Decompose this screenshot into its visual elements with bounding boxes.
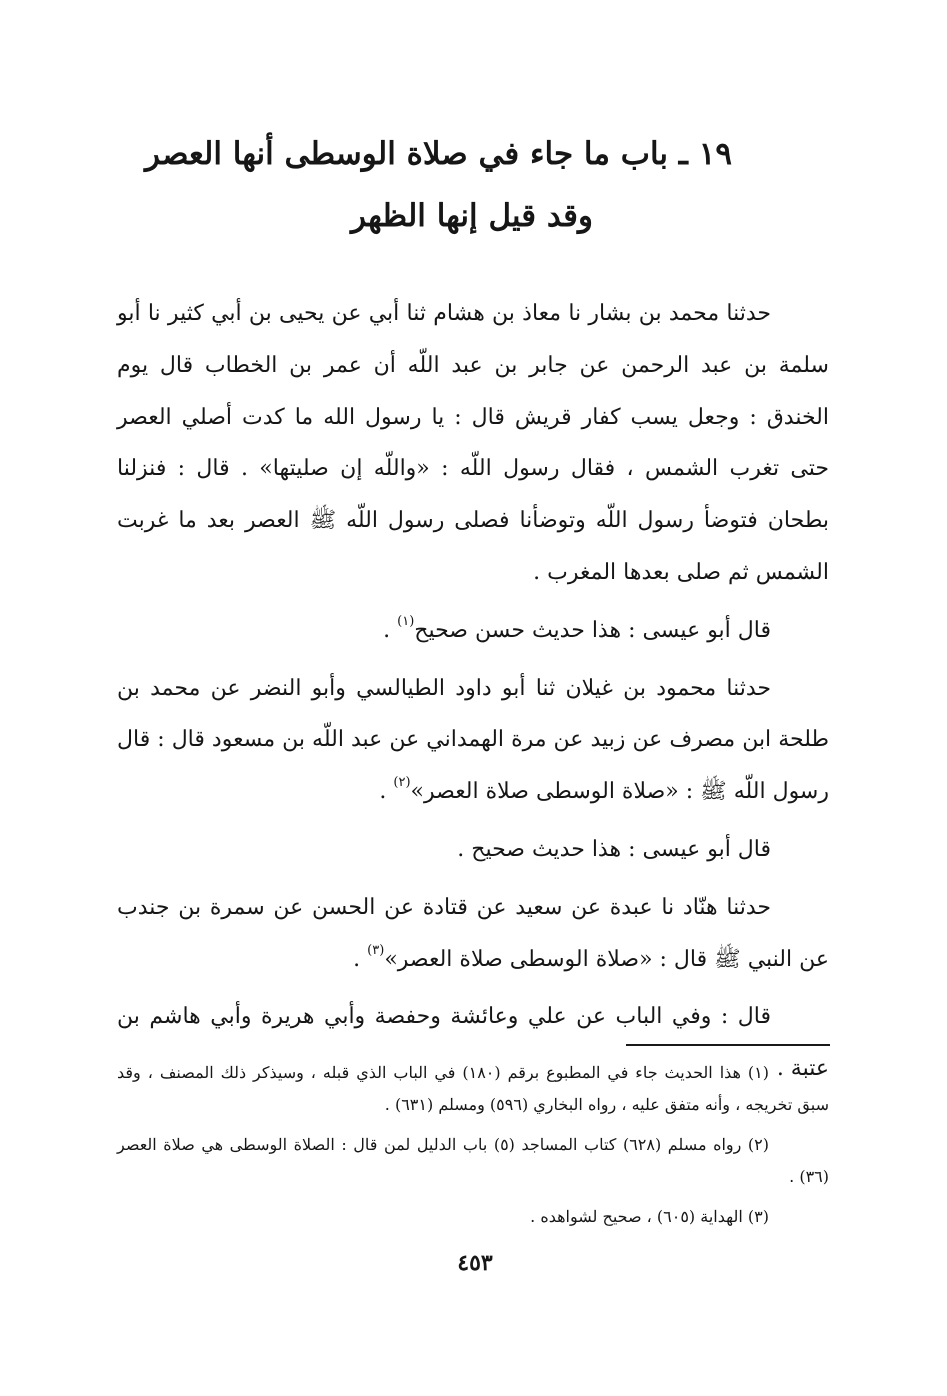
paragraph-tail: . [383,617,398,643]
chapter-subtitle: وقد قيل إنها الظهر [351,198,593,234]
footnotes [117,1057,829,1233]
paragraph-text: قال : وفي الباب عن علي وعائشة وحفصة وأبي هريرة وأبي هاشم بن عتبة . [117,1004,829,1082]
footnote-marker-1[interactable]: (١) [397,613,415,629]
paragraph-text: حدثنا هنّاد نا عبدة عن سعيد عن قتادة عن الحسن عن سمرة بن جندب عن النبي ﷺ قال : «صلاة الوسطى صلاة العصر» [117,894,829,972]
grading-paragraph-1 [117,605,829,657]
footnote-divider [626,1044,830,1046]
footnote-2: (٢) رواه مسلم (٦٢٨) كتاب المساجد (٥) باب الدليل لمن قال : الصلاة الوسطى هي صلاة العصر (٣٦) . [117,1135,829,1186]
hadith-paragraph-1 [117,288,829,599]
footnote-marker-2[interactable]: (٢) [393,775,411,791]
footnote-marker-3[interactable]: (٣) [367,942,385,958]
grading-paragraph-2 [117,824,829,876]
paragraph-text: حدثنا محمود بن غيلان ثنا أبو داود الطيالسي وأبو النضر عن محمد بن طلحة ابن مصرف عن زبيد عن مرة الهمداني عن عبد اللّه بن مسعود قال : قال رسول اللّه ﷺ : «صلاة الوسطى صلاة العصر» [117,675,829,805]
paragraph-tail: . [353,946,368,972]
footnote-3: (٣) الهداية (٦٠٥) ، صحيح لشواهده . [530,1207,769,1226]
main-text [117,288,829,1095]
footnote-1: (١) هذا الحديث جاء في المطبوع برقم (١٨٠) في الباب الذي قبله ، وسيذكر ذلك المصنف ، وقد سبق تخريجه ، وأنه متفق عليه ، رواه البخاري (٥٩٦) ومسلم (٦٣١) . [117,1063,829,1114]
page-number: ٤٥٣ [457,1250,493,1276]
paragraph-text: قال أبو عيسى : هذا حديث صحيح . [457,836,771,862]
hadith-paragraph-2 [117,663,829,818]
paragraph-tail: . [379,779,394,805]
paragraph-text: قال أبو عيسى : هذا حديث حسن صحيح [414,617,771,643]
chapter-title: ١٩ ـ باب ما جاء في صلاة الوسطى أنها العصر [144,136,732,172]
hadith-paragraph-3 [117,882,829,986]
paragraph-text: حدثنا محمد بن بشار نا معاذ بن هشام ثنا أبي عن يحيى بن أبي كثير نا أبو سلمة بن عبد الرحمن عن جابر بن عبد اللّه أن عمر بن الخطاب قال يوم الخندق : وجعل يسب كفار قريش قال : يا رسول الله ما كدت أصلي العصر حتى تغرب الشمس ، فقال رسول اللّه : «واللّه إن صليتها» . قال : فنزلنا بطحان فتوضأ رسول اللّه وتوضأنا فصلى رسول اللّه ﷺ العصر بعد ما غربت الشمس ثم صلى بعدها المغرب . [117,301,829,585]
